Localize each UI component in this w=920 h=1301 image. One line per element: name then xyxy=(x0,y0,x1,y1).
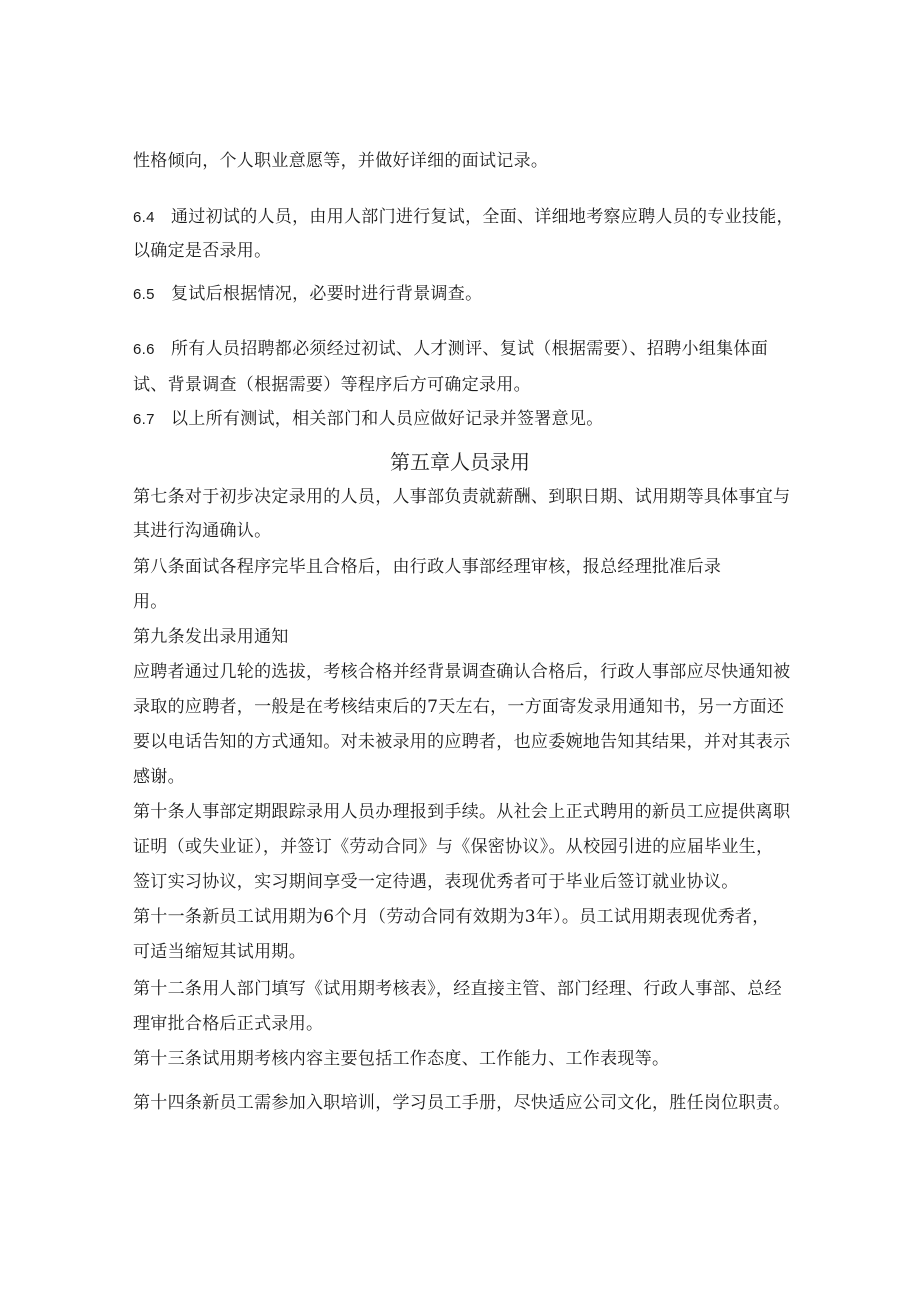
clause-number: 6.7 xyxy=(133,411,155,428)
article-13-line: 第十三条试用期考核内容主要包括工作态度、工作能力、工作表现等。 xyxy=(133,1049,670,1069)
article-8-line: 第八条面试各程序完毕且合格后，由行政人事部经理审核，报总经理批准后录 xyxy=(133,557,722,577)
article-9-line: 要以电话告知的方式通知。对未被录用的应聘者，也应委婉地告知其结果，并对其表示 xyxy=(133,732,791,752)
clause-text: 通过初试的人员，由用人部门进行复试，全面、详细地考察应聘人员的专业技能， xyxy=(171,207,794,227)
article-7-line: 第七条对于初步决定录用的人员，人事部负责就薪酬、到职日期、试用期等具体事宜与 xyxy=(133,487,791,507)
clause-text: 所有人员招聘都必须经过初试、人才测评、复试（根据需要）、招聘小组集体面 xyxy=(171,339,768,359)
paragraph-line: 以确定是否录用。 xyxy=(133,241,272,261)
clause-6-4 xyxy=(133,206,794,229)
clause-6-5 xyxy=(133,283,482,306)
clause-number: 6.5 xyxy=(133,286,155,303)
article-9-line: 感谢。 xyxy=(133,767,185,787)
article-12-line: 理审批合格后正式录用。 xyxy=(133,1014,324,1034)
clause-6-7 xyxy=(133,408,604,431)
article-7-line: 其进行沟通确认。 xyxy=(133,521,272,541)
paragraph-line: 性格倾向，个人职业意愿等，并做好详细的面试记录。 xyxy=(133,151,549,171)
article-11-line: 可适当缩短其试用期。 xyxy=(133,942,306,962)
article-8-line: 用。 xyxy=(133,592,168,612)
article-9-line: 应聘者通过几轮的选拔，考核合格并经背景调查确认合格后，行政人事部应尽快通知被 xyxy=(133,662,791,682)
article-12-line: 第十二条用人部门填写《试用期考核表》，经直接主管、部门经理、行政人事部、总经 xyxy=(133,979,782,999)
article-11-line: 第十一条新员工试用期为6个月（劳动合同有效期为3年）。员工试用期表现优秀者， xyxy=(133,907,770,927)
article-9-title: 第九条发出录用通知 xyxy=(133,627,289,647)
article-9-line: 录取的应聘者，一般是在考核结束后的7天左右，一方面寄发录用通知书，另一方面还 xyxy=(133,697,785,717)
chapter-title: 第五章人员录用 xyxy=(390,450,530,474)
clause-text: 复试后根据情况，必要时进行背景调查。 xyxy=(171,284,483,304)
paragraph-line: 试、背景调查（根据需要）等程序后方可确定录用。 xyxy=(133,375,531,395)
article-10-line: 证明（或失业证），并签订《劳动合同》与《保密协议》。从校园引进的应届毕业生， xyxy=(133,837,774,857)
clause-6-6 xyxy=(133,338,768,361)
clause-number: 6.4 xyxy=(133,209,155,226)
article-10-line: 第十条人事部定期跟踪录用人员办理报到手续。从社会上正式聘用的新员工应提供离职 xyxy=(133,802,791,822)
clause-text: 以上所有测试，相关部门和人员应做好记录并签署意见。 xyxy=(171,409,604,429)
article-14-line: 第十四条新员工需参加入职培训，学习员工手册，尽快适应公司文化，胜任岗位职责。 xyxy=(133,1093,791,1113)
clause-number: 6.6 xyxy=(133,341,155,358)
article-10-line: 签订实习协议，实习期间享受一定待遇，表现优秀者可于毕业后签订就业协议。 xyxy=(133,872,739,892)
